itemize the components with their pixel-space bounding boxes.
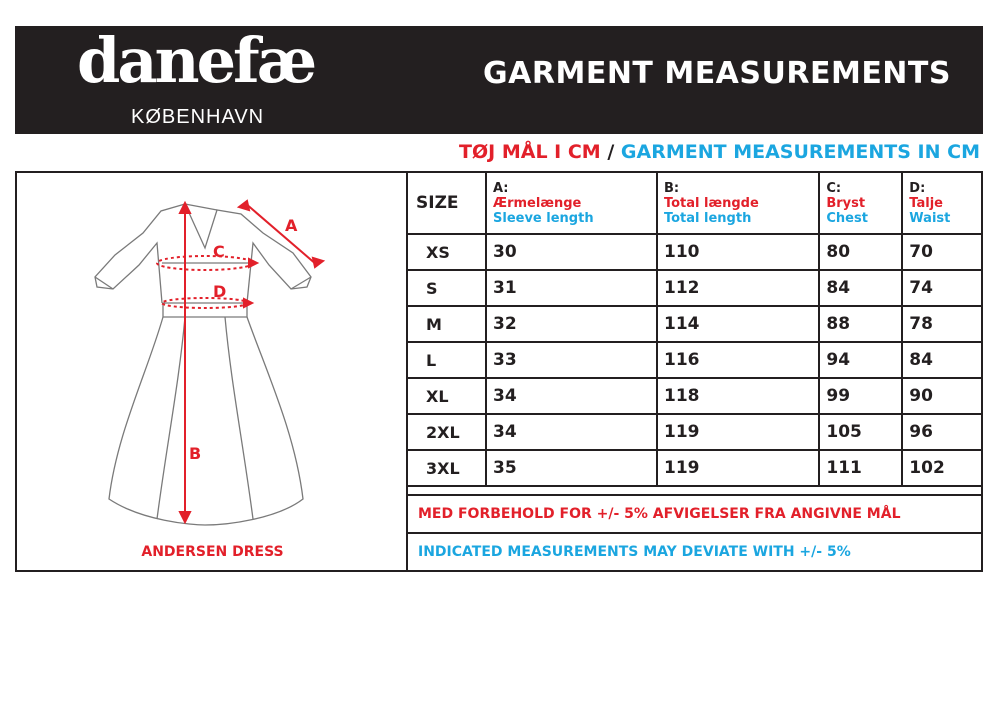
measurement-table xyxy=(408,173,983,487)
waist-cell: 96 xyxy=(902,414,983,450)
sleeve-length-cell: 34 xyxy=(486,414,657,450)
table-row xyxy=(408,270,983,306)
label-a: A xyxy=(285,216,298,235)
waist-cell: 90 xyxy=(902,378,983,414)
sleeve-length-cell: 34 xyxy=(486,378,657,414)
total-length-cell: 119 xyxy=(657,414,819,450)
total-length-cell: 116 xyxy=(657,342,819,378)
column-header-b: B: Total længde Total length xyxy=(657,173,819,234)
chest-cell: 105 xyxy=(819,414,902,450)
size-cell: S xyxy=(408,270,486,306)
waist-cell: 74 xyxy=(902,270,983,306)
table-row xyxy=(408,414,983,450)
table-row xyxy=(408,306,983,342)
size-cell: XS xyxy=(408,234,486,270)
measurement-frame xyxy=(15,171,983,572)
column-header-a: A: Ærmelænge Sleeve length xyxy=(486,173,657,234)
chest-cell: 94 xyxy=(819,342,902,378)
subtitle-english: GARMENT MEASUREMENTS IN CM xyxy=(620,141,980,163)
size-column-header: SIZE xyxy=(408,173,486,234)
note-english: INDICATED MEASUREMENTS MAY DEVIATE WITH +/- 5% xyxy=(408,532,983,570)
waist-cell: 70 xyxy=(902,234,983,270)
product-name: ANDERSEN DRESS xyxy=(141,544,284,560)
label-c: C xyxy=(213,242,225,261)
chest-cell: 99 xyxy=(819,378,902,414)
measurements-subtitle xyxy=(459,141,980,163)
chest-cell: 111 xyxy=(819,450,902,486)
subtitle-separator: / xyxy=(607,141,615,163)
column-header-d: D: Talje Waist xyxy=(902,173,983,234)
sleeve-length-cell: 35 xyxy=(486,450,657,486)
sleeve-length-cell: 33 xyxy=(486,342,657,378)
brand-subtitle: KØBENHAVN xyxy=(131,106,265,128)
chest-cell: 84 xyxy=(819,270,902,306)
size-cell: 3XL xyxy=(408,450,486,486)
column-header-c: C: Bryst Chest xyxy=(819,173,902,234)
dress-illustration xyxy=(17,173,406,570)
note-danish: MED FORBEHOLD FOR +/- 5% AFVIGELSER FRA ANGIVNE MÅL xyxy=(408,494,983,532)
page-title: GARMENT MEASUREMENTS xyxy=(483,56,951,91)
size-cell: M xyxy=(408,306,486,342)
size-cell: L xyxy=(408,342,486,378)
table-row xyxy=(408,342,983,378)
size-cell: XL xyxy=(408,378,486,414)
sleeve-length-cell: 30 xyxy=(486,234,657,270)
size-cell: 2XL xyxy=(408,414,486,450)
table-header-row xyxy=(408,173,983,234)
total-length-cell: 114 xyxy=(657,306,819,342)
table-row xyxy=(408,234,983,270)
chest-cell: 88 xyxy=(819,306,902,342)
label-d: D xyxy=(213,282,227,301)
brand-logo: danefæ xyxy=(77,24,315,97)
total-length-cell: 119 xyxy=(657,450,819,486)
sleeve-length-cell: 32 xyxy=(486,306,657,342)
waist-cell: 84 xyxy=(902,342,983,378)
label-b: B xyxy=(189,444,202,463)
dress-illustration-panel xyxy=(17,173,408,570)
waist-cell: 102 xyxy=(902,450,983,486)
table-row xyxy=(408,450,983,486)
waist-cell: 78 xyxy=(902,306,983,342)
table-row xyxy=(408,378,983,414)
sleeve-length-cell: 31 xyxy=(486,270,657,306)
subtitle-danish: TØJ MÅL I CM xyxy=(459,141,601,163)
total-length-cell: 118 xyxy=(657,378,819,414)
header-banner xyxy=(15,26,983,134)
total-length-cell: 112 xyxy=(657,270,819,306)
total-length-cell: 110 xyxy=(657,234,819,270)
chest-cell: 80 xyxy=(819,234,902,270)
